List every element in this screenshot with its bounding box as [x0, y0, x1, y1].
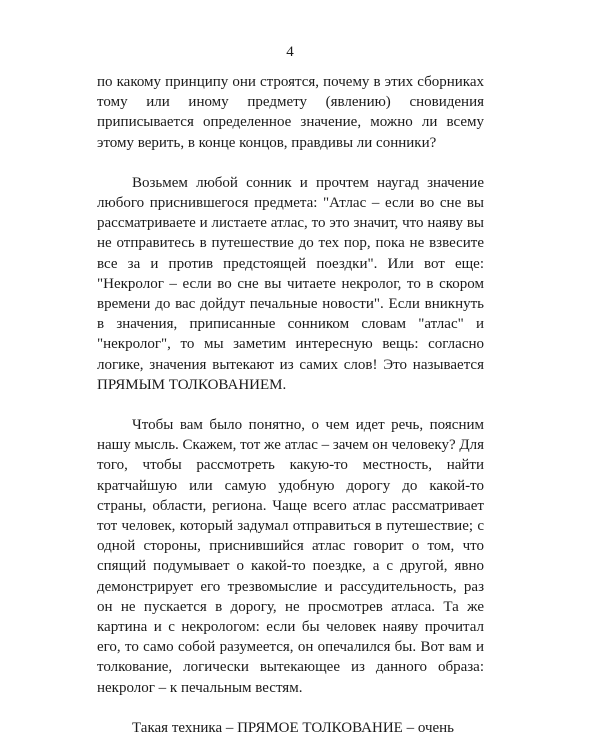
paragraph-technique: Такая техника – ПРЯМОЕ ТОЛКОВАНИЕ – очень — [132, 719, 455, 736]
paragraph-continuation: по какому принципу они строятся, почему в этих сборниках тому или иному предмету (явлению) сновидения приписывается определенное значение, можно ли всему этому верить, в конце концов, правдивы ли сонники? — [97, 74, 484, 151]
page-number: 4 — [286, 44, 294, 60]
body-text — [97, 72, 484, 738]
paragraph-explanation: Чтобы вам было понятно, о чем идет речь, поясним нашу мысль. Скажем, тот же атлас – зачем он человеку? Для того, чтобы рассмотреть какую-то местность, найти кратчайшую или самую удобную дорогу до какой-то страны, области, региона. Чаще всего атлас рассматривает тот человек, который задумал отправиться в путешествие; с одной стороны, приснившийся атлас говорит о том, что спящий подумывает о какой-то поездке, а с другой, явно демонстрирует его трезвомыслие и рассудительность, раз он не пускается в дорогу, не просмотрев атласа. Та же картина и с некрологом: если бы человек наяву прочитал его, то само собой разумеется, он опечалился бы. Вот вам и толкование, логически вытекающее из данного образа: некролог – к печальным вестям. — [97, 417, 485, 696]
paragraph-atlas-example: Возьмем любой сонник и прочтем наугад значение любого приснившегося предмета: "Атлас – если во сне вы рассматриваете и листаете атлас, то это значит, что наяву вы не отправитесь в путешествие до тех пор, пока не взвесите все за и против предстоящей поездки". Или вот еще: "Некролог – если во сне вы читаете некролог, то в скором времени до вас дойдут печальные новости". Если вникнуть в значения, приписанные сонником словам "атлас" и "некролог", то мы заметим интересную вещь: согласно логике, значения вытекают из самих слов! Это называется ПРЯМЫМ ТОЛКОВАНИЕМ. — [97, 174, 484, 393]
